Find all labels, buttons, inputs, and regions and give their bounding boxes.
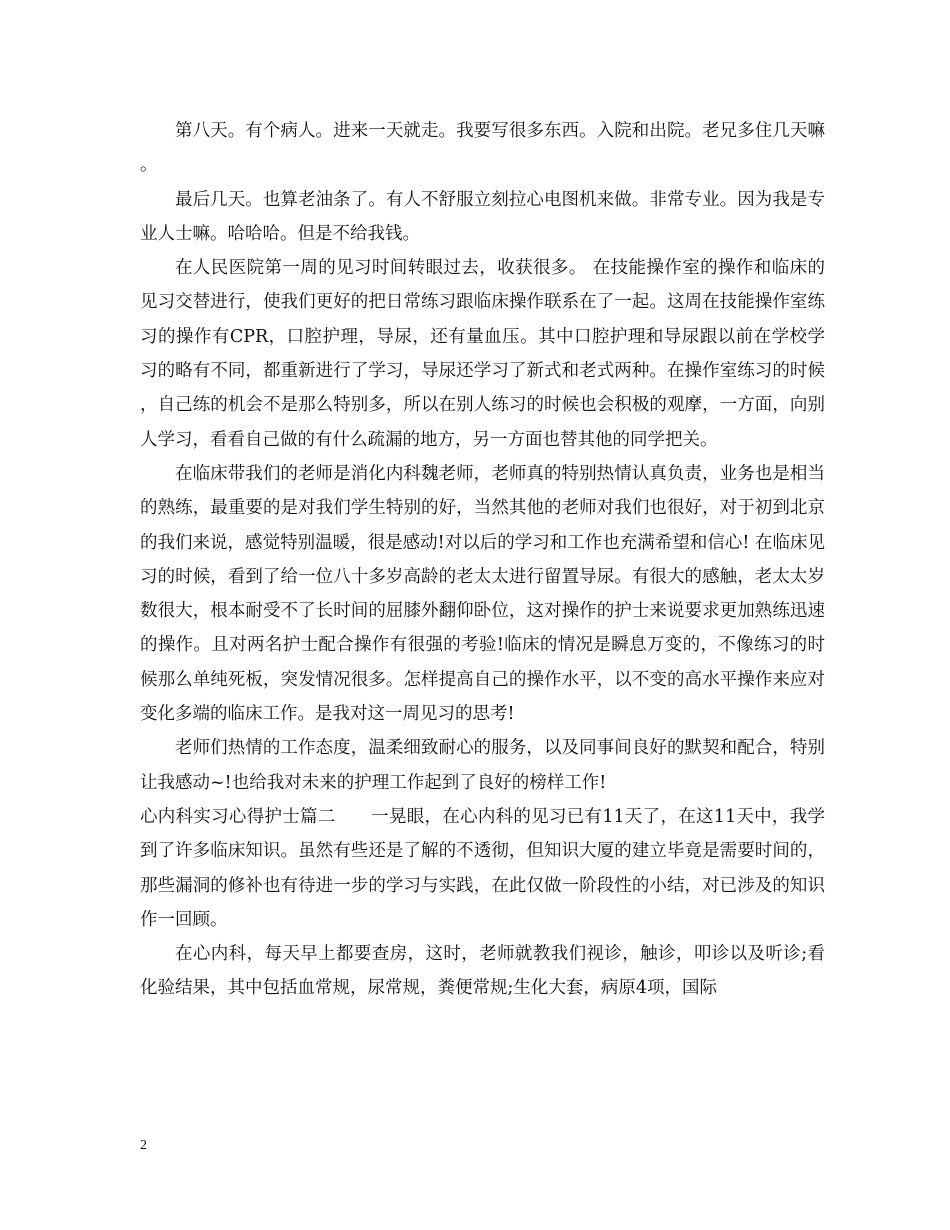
- paragraph-clinical-teacher: 在临床带我们的老师是消化内科魏老师，老师真的特别热情认真负责，业务也是相当的熟练，最重要的是对我们学生特别的好，当然其他的老师对我们也很好，对于初到北京的我们来说，感觉特别温暖，很是感动!对以后的学习和工作也充满希望和信心! 在临床见习的时候，看到了给一位八十多岁高龄的老太太进行留置导尿。有很大的感触，老太太岁数很大，根本耐受不了长时间的屈膝外翻仰卧位，这对操作的护士来说要求更加熟练迅速的操作。且对两名护士配合操作有很强的考验!临床的情况是瞬息万变的，不像练习的时候那么单纯死板，突发情况很多。怎样提高自己的操作水平，以不变的高水平操作来应对变化多端的临床工作。是我对这一周见习的思考!: [140, 463, 825, 725]
- paragraph-last-days: 最后几天。也算老油条了。有人不舒服立刻拉心电图机来做。非常专业。因为我是专业人士嘛。哈哈哈。但是不给我钱。: [140, 189, 825, 244]
- paragraph-ward-rounds: 在心内科，每天早上都要查房，这时，老师就教我们视诊，触诊，叩诊以及听诊;看化验结果，其中包括血常规，尿常规，粪便常规;生化大套，病原4项，国际: [140, 944, 825, 999]
- page-number: 2: [140, 1138, 147, 1153]
- paragraph-section-two: 心内科实习心得护士篇二 一晃眼，在心内科的见习已有11天了，在这11天中，我学到了许多临床知识。虽然有些还是了解的不透彻，但知识大厦的建立毕竟是需要时间的，那些漏洞的修补也有待进一步的学习与实践，在此仅做一阶段性的小结，对已涉及的知识作一回顾。: [140, 806, 825, 930]
- paragraph-thanks-teachers: 老师们热情的工作态度，温柔细致耐心的服务，以及同事间良好的默契和配合，特别让我感动~!也给我对未来的护理工作起到了良好的榜样工作!: [140, 738, 825, 793]
- document-body: [140, 114, 825, 1006]
- paragraph-day-eight: 第八天。有个病人。进来一天就走。我要写很多东西。入院和出院。老兄多住几天嘛。: [140, 121, 825, 176]
- paragraph-first-week: 在人民医院第一周的见习时间转眼过去，收获很多。 在技能操作室的操作和临床的见习交替进行，使我们更好的把日常练习跟临床操作联系在了一起。这周在技能操作室练习的操作有CPR，口腔护理，导尿，还有量血压。其中口腔护理和导尿跟以前在学校学习的略有不同，都重新进行了学习，导尿还学习了新式和老式两种。在操作室练习的时候，自己练的机会不是那么特别多，所以在别人练习的时候也会积极的观摩，一方面，向别人学习，看看自己做的有什么疏漏的地方，另一方面也替其他的同学把关。: [140, 258, 825, 450]
